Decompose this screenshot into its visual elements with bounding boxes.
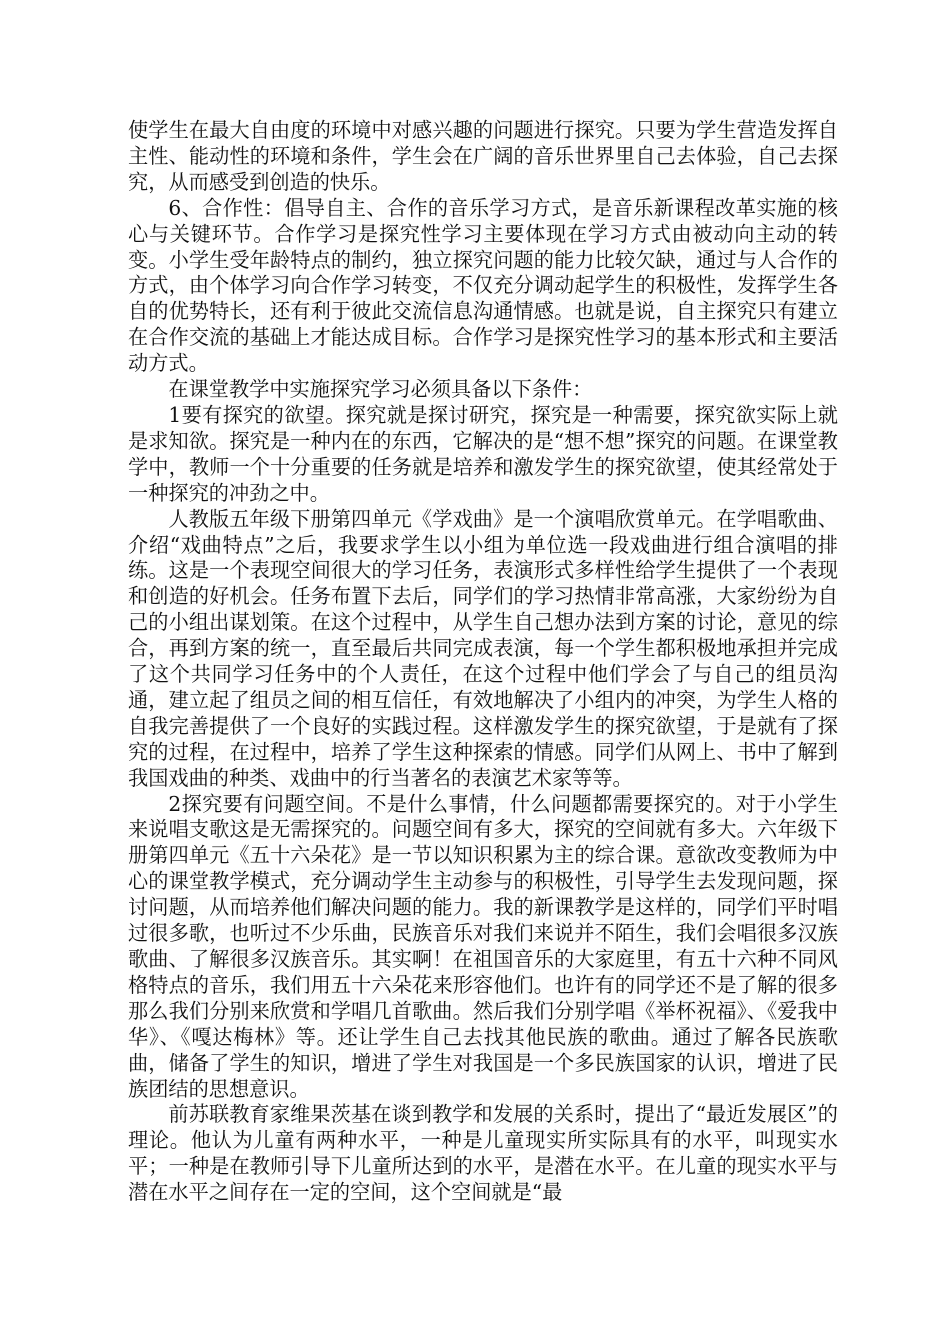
paragraph-conditions-intro: 在课堂教学中实施探究学习必须具备以下条件： <box>168 377 593 402</box>
paragraph-condition-1: 1要有探究的欲望。探究就是探讨研究，探究是一种需要，探究欲实际上就是求知欲。探究是一种内在的东西，它解决的是“想不想”探究的问题。在课堂教学中，教师一个十分重要的任务就是培养和激发学生的探究欲望，使其经常处于一种探究的冲劲之中。 <box>128 402 838 505</box>
paragraph-opera-example: 人教版五年级下册第四单元《学戏曲》是一个演唱欣赏单元。在学唱歌曲、介绍“戏曲特点”之后，我要求学生以小组为单位选一段戏曲进行组合演唱的排练。这是一个表现空间很大的学习任务，表演形式多样性给学生提供了一个表现和创造的好机会。任务布置下去后，同学们的学习热情非常高涨，大家纷纷为自己的小组出谋划策。在这个过程中，从学生自己想办法到方案的讨论，意见的综合，再到方案的统一，直至最后共同完成表演，每一个学生都积极地承担并完成了这个共同学习任务中的个人责任，在这个过程中他们学会了与自己的组员沟通，建立起了组员之间的相互信任，有效地解决了小组内的冲突，为学生人格的自我完善提供了一个良好的实践过程。这样激发学生的探究欲望，于是就有了探究的过程，在过程中，培养了学生这种探索的情感。同学们从网上、书中了解到我国戏曲的种类、戏曲中的行当著名的表演艺术家等等。 <box>128 506 838 790</box>
paragraph-cooperation: 6、合作性：倡导自主、合作的音乐学习方式，是音乐新课程改革实施的核心与关键环节。合作学习是探究性学习主要体现在学习方式由被动向主动的转变。小学生受年龄特点的制约，独立探究问题的能力比较欠缺，通过与人合作的方式，由个体学习向合作学习转变，不仅充分调动起学生的积极性，发挥学生各自的优势特长，还有利于彼此交流信息沟通情感。也就是说，自主探究只有建立在合作交流的基础上才能达成目标。合作学习是探究性学习的基本形式和主要活动方式。 <box>128 195 838 376</box>
document-body <box>128 118 838 1206</box>
paragraph-continuation: 使学生在最大自由度的环境中对感兴趣的问题进行探究。只要为学生营造发挥自主性、能动性的环境和条件，学生会在广阔的音乐世界里自己去体验，自己去探究，从而感受到创造的快乐。 <box>128 118 838 194</box>
paragraph-condition-2: 2探究要有问题空间。不是什么事情，什么问题都需要探究的。对于小学生来说唱支歌这是无需探究的。问题空间有多大，探究的空间就有多大。六年级下册第四单元《五十六朵花》是一节以知识积累为主的综合课。意欲改变教师为中心的课堂教学模式，充分调动学生主动参与的积极性，引导学生去发现问题，探讨问题，从而培养他们解决问题的能力。我的新课教学是这样的，同学们平时唱过很多歌，也听过不少乐曲，民族音乐对我们来说并不陌生，我们会唱很多汉族歌曲、了解很多汉族音乐。其实啊！在祖国音乐的大家庭里，有五十六种不同风格特点的音乐，我们用五十六朵花来形容他们。也许有的同学还不是了解的很多那么我们分别来欣赏和学唱几首歌曲。然后我们分别学唱《举杯祝福》、《爱我中华》、《嘎达梅林》等。还让学生自己去找其他民族的歌曲。通过了解各民族歌曲，储备了学生的知识，增进了学生对我国是一个多民族国家的认识，增进了民族团结的思想意识。 <box>128 791 838 1101</box>
paragraph-vygotsky: 前苏联教育家维果茨基在谈到教学和发展的关系时，提出了“最近发展区”的理论。他认为儿童有两种水平，一种是儿童现实所实际具有的水平，叫现实水平；一种是在教师引导下儿童所达到的水平，是潜在水平。在儿童的现实水平与潜在水平之间存在一定的空间，这个空间就是“最 <box>128 1102 838 1205</box>
